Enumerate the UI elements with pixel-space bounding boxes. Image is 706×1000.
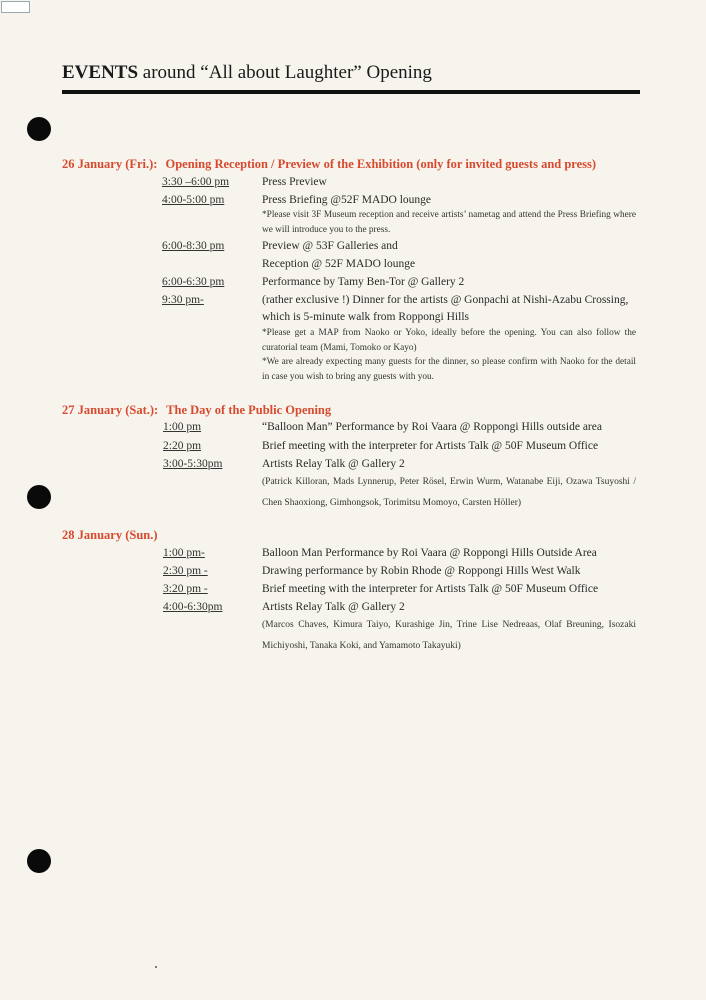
event-time: 4:00-5:00 pm <box>162 194 225 206</box>
speaker-list: (Patrick Killoran, Mads Lynnerup, Peter Rösel, Erwin Wurm, Watanabe Eiji, Ozawa Tsuyoshi / Chen Shaoxiong, Gimhongsok, Torimitsu Momoyo, Carsten Höller) <box>262 477 636 508</box>
day-date: 28 January (Sun.) <box>62 528 158 542</box>
event-description: Press Briefing @52F MADO lounge <box>262 194 432 206</box>
day-heading <box>62 157 596 172</box>
day-date: 27 January (Sat.): <box>62 403 159 417</box>
day-heading <box>62 403 331 418</box>
event-note: *Please get a MAP from Naoko or Yoko, ideally before the opening. You can also follow the curatorial team (Mami, Tomoko or Kayo) <box>262 328 636 353</box>
event-description: Performance by Tamy Ben-Tor @ Gallery 2 <box>262 276 465 288</box>
event-description: Press Preview <box>262 176 327 188</box>
event-description: Drawing performance by Robin Rhode @ Roppongi Hills West Walk <box>262 565 581 577</box>
event-time: 2:20 pm <box>163 440 202 452</box>
event-description-cont: which is 5-minute walk from Roppongi Hills <box>262 311 469 323</box>
event-time: 2:30 pm - <box>163 565 208 577</box>
page-title <box>62 62 432 84</box>
event-description: “Balloon Man” Performance by Roi Vaara @ Roppongi Hills outside area <box>262 421 602 433</box>
event-time: 1:00 pm- <box>163 547 205 559</box>
event-note: *Please visit 3F Museum reception and receive artists’ nametag and attend the Press Briefing where we will introduce you to the press. <box>262 210 636 235</box>
event-time: 1:00 pm <box>163 421 202 433</box>
event-time: 9:30 pm- <box>162 294 204 306</box>
event-description: Artists Relay Talk @ Gallery 2 <box>262 458 405 470</box>
day-heading <box>62 528 158 543</box>
title-rest: around “All about Laughter” Opening <box>138 62 432 83</box>
day-title: Opening Reception / Preview of the Exhibition (only for invited guests and press) <box>165 157 597 171</box>
speaker-list: (Marcos Chaves, Kimura Taiyo, Kurashige Jin, Trine Lise Nedreaas, Olaf Breuning, Isozaki Michiyoshi, Tanaka Koki, and Yamamoto Takayuki) <box>262 620 636 651</box>
event-time: 4:00-6:30pm <box>163 601 223 613</box>
event-time: 3:20 pm - <box>163 583 208 595</box>
punch-hole <box>27 485 51 509</box>
title-rule <box>62 90 640 94</box>
event-description: Artists Relay Talk @ Gallery 2 <box>262 601 405 613</box>
punch-hole <box>27 849 51 873</box>
event-description: Brief meeting with the interpreter for Artists Talk @ 50F Museum Office <box>262 440 599 452</box>
event-description-cont: Reception @ 52F MADO lounge <box>262 258 416 270</box>
event-description: Preview @ 53F Galleries and <box>262 240 398 252</box>
punch-hole <box>27 117 51 141</box>
title-bold: EVENTS <box>62 62 139 83</box>
event-time: 6:00-8:30 pm <box>162 240 225 252</box>
corner-stamp <box>1 1 30 13</box>
event-note: *We are already expecting many guests for the dinner, so please confirm with Naoko for the detail in case you wish to bring any guests with you. <box>262 357 636 382</box>
event-time: 3:00-5:30pm <box>163 458 223 470</box>
day-date: 26 January (Fri.): <box>62 157 158 171</box>
event-description: (rather exclusive !) Dinner for the artists @ Gonpachi at Nishi-Azabu Crossing, <box>262 294 629 306</box>
event-time: 3:30 –6:00 pm <box>162 176 230 188</box>
day-title: The Day of the Public Opening <box>166 403 332 417</box>
event-time: 6:00-6:30 pm <box>162 276 225 288</box>
event-description: Balloon Man Performance by Roi Vaara @ Roppongi Hills Outside Area <box>262 547 597 559</box>
event-description: Brief meeting with the interpreter for Artists Talk @ 50F Museum Office <box>262 583 599 595</box>
paper-speck <box>155 966 157 968</box>
